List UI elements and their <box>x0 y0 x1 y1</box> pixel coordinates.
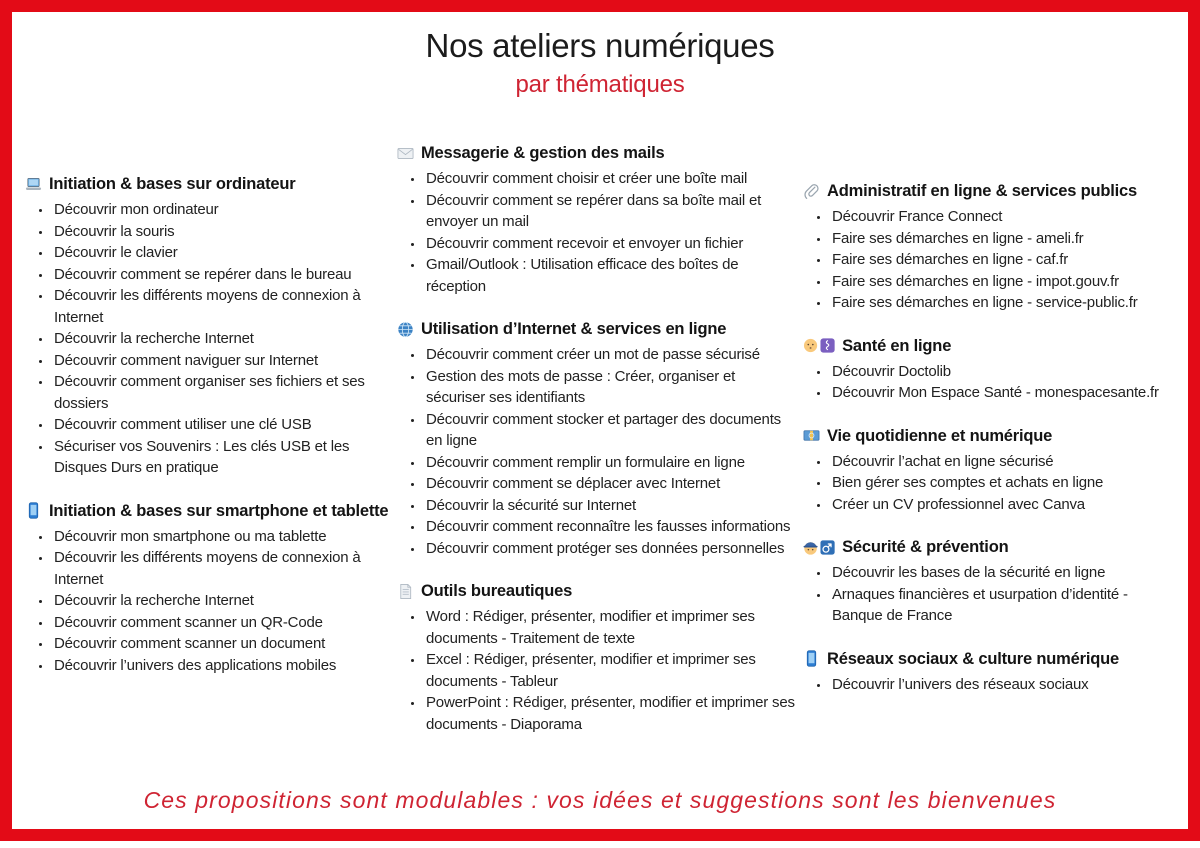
document-icon <box>397 583 414 600</box>
section <box>803 648 1175 696</box>
section-items <box>803 361 1175 404</box>
list-item: • Découvrir comment reconnaître les fausses informations <box>424 516 797 538</box>
list-item: • Découvrir la sécurité sur Internet <box>424 495 797 517</box>
list-item: • Découvrir comment se déplacer avec Internet <box>424 473 797 495</box>
list-item: • Créer un CV professionnel avec Canva <box>830 494 1175 516</box>
section <box>25 500 391 677</box>
section-title: Santé en ligne <box>842 336 952 355</box>
section <box>803 180 1175 314</box>
section-items <box>397 606 797 735</box>
list-item: • Découvrir comment remplir un formulaire en ligne <box>424 452 797 474</box>
footer-note: Ces propositions sont modulables : vos idées et suggestions sont les bienvenues <box>143 787 1057 813</box>
health-worker-icon <box>803 337 835 354</box>
list-item: • Bien gérer ses comptes et achats en ligne <box>830 472 1175 494</box>
laptop-icon <box>25 176 42 193</box>
page-subtitle: par thématiques <box>515 71 685 98</box>
list-item: • Gestion des mots de passe : Créer, organiser et sécuriser ses identifiants <box>424 366 797 409</box>
section-header <box>803 180 1175 202</box>
section-header <box>397 142 797 164</box>
list-item: • Excel : Rédiger, présenter, modifier et imprimer ses documents - Tableur <box>424 649 797 692</box>
list-item: • Découvrir l’achat en ligne sécurisé <box>830 451 1175 473</box>
section <box>803 425 1175 516</box>
section-title: Réseaux sociaux & culture numérique <box>827 649 1119 668</box>
section-title: Vie quotidienne et numérique <box>827 426 1053 445</box>
section-header <box>25 173 391 195</box>
column-middle <box>397 142 797 756</box>
section-title: Initiation & bases sur ordinateur <box>49 175 296 193</box>
section-items <box>397 168 797 297</box>
section-title: Administratif en ligne & services publics <box>827 182 1137 200</box>
section-items <box>397 344 797 559</box>
list-item: • Découvrir comment se repérer dans le bureau <box>52 264 391 286</box>
section-items <box>803 562 1175 627</box>
section-header <box>397 580 797 602</box>
list-item: • Découvrir mon ordinateur <box>52 199 391 221</box>
list-item: • Découvrir France Connect <box>830 206 1175 228</box>
column-left <box>25 142 391 697</box>
column-right <box>803 142 1175 716</box>
list-item: • Gmail/Outlook : Utilisation efficace des boîtes de réception <box>424 254 797 297</box>
masthead <box>25 26 1175 100</box>
list-item: • Faire ses démarches en ligne - service-public.fr <box>830 292 1175 314</box>
list-item: • Découvrir les différents moyens de connexion à Internet <box>52 285 391 328</box>
section-items <box>25 199 391 479</box>
section-title: Sécurité & prévention <box>842 538 1009 556</box>
list-item: • Word : Rédiger, présenter, modifier et imprimer ses documents - Traitement de texte <box>424 606 797 649</box>
list-item: • Découvrir comment protéger ses données personnelles <box>424 538 797 560</box>
section-header <box>803 536 1175 558</box>
police-officer-icon <box>803 539 835 556</box>
page-title: Nos ateliers numériques <box>425 27 775 64</box>
list-item: • Découvrir la recherche Internet <box>52 328 391 350</box>
list-item: • Faire ses démarches en ligne - impot.gouv.fr <box>830 271 1175 293</box>
euro-banknote-icon <box>803 427 820 444</box>
section-items <box>25 526 391 677</box>
list-item: • Découvrir les différents moyens de connexion à Internet <box>52 547 391 590</box>
list-item: • Découvrir comment se repérer dans sa boîte mail et envoyer un mail <box>424 190 797 233</box>
smartphone-icon <box>25 502 42 519</box>
section-title: Initiation & bases sur smartphone et tablette <box>49 501 389 520</box>
section-items <box>803 451 1175 516</box>
globe-icon <box>397 321 414 338</box>
list-item: • PowerPoint : Rédiger, présenter, modifier et imprimer ses documents - Diaporama <box>424 692 797 735</box>
columns-container <box>25 142 1175 829</box>
paperclip-icon <box>803 183 820 200</box>
section <box>803 536 1175 627</box>
section <box>397 580 797 735</box>
section-header <box>803 335 1175 357</box>
list-item: • Découvrir mon smartphone ou ma tablette <box>52 526 391 548</box>
list-item: • Découvrir comment utiliser une clé USB <box>52 414 391 436</box>
section-header <box>397 318 797 340</box>
section-title: Outils bureautiques <box>421 582 573 600</box>
section-title: Utilisation d’Internet & services en ligne <box>421 320 727 338</box>
section-items <box>803 206 1175 314</box>
section-items <box>803 674 1175 696</box>
section <box>397 142 797 297</box>
section-title: Messagerie & gestion des mails <box>421 144 665 162</box>
section <box>397 318 797 559</box>
list-item: • Découvrir la souris <box>52 221 391 243</box>
list-item: • Sécuriser vos Souvenirs : Les clés USB et les Disques Durs en pratique <box>52 436 391 479</box>
list-item: • Faire ses démarches en ligne - caf.fr <box>830 249 1175 271</box>
list-item: • Faire ses démarches en ligne - ameli.fr <box>830 228 1175 250</box>
section <box>25 173 391 479</box>
list-item: • Découvrir le clavier <box>52 242 391 264</box>
list-item: • Découvrir Mon Espace Santé - monespacesante.fr <box>830 382 1175 404</box>
list-item: • Découvrir Doctolib <box>830 361 1175 383</box>
list-item: • Découvrir comment naviguer sur Internet <box>52 350 391 372</box>
section <box>803 335 1175 404</box>
list-item: • Découvrir les bases de la sécurité en ligne <box>830 562 1175 584</box>
list-item: • Découvrir comment organiser ses fichiers et ses dossiers <box>52 371 391 414</box>
list-item: • Découvrir l’univers des réseaux sociaux <box>830 674 1175 696</box>
envelope-icon <box>397 145 414 162</box>
list-item: • Découvrir comment recevoir et envoyer un fichier <box>424 233 797 255</box>
list-item: • Découvrir comment scanner un QR-Code <box>52 612 391 634</box>
list-item: • Arnaques financières et usurpation d’identité - Banque de France <box>830 584 1175 627</box>
section-header <box>25 500 391 522</box>
section-header <box>803 648 1175 670</box>
list-item: • Découvrir l’univers des applications mobiles <box>52 655 391 677</box>
list-item: • Découvrir comment scanner un document <box>52 633 391 655</box>
flyer-content <box>12 12 1188 829</box>
list-item: • Découvrir comment stocker et partager des documents en ligne <box>424 409 797 452</box>
section-header <box>803 425 1175 447</box>
list-item: • Découvrir comment créer un mot de passe sécurisé <box>424 344 797 366</box>
list-item: • Découvrir la recherche Internet <box>52 590 391 612</box>
list-item: • Découvrir comment choisir et créer une boîte mail <box>424 168 797 190</box>
smartphone-icon <box>803 650 820 667</box>
